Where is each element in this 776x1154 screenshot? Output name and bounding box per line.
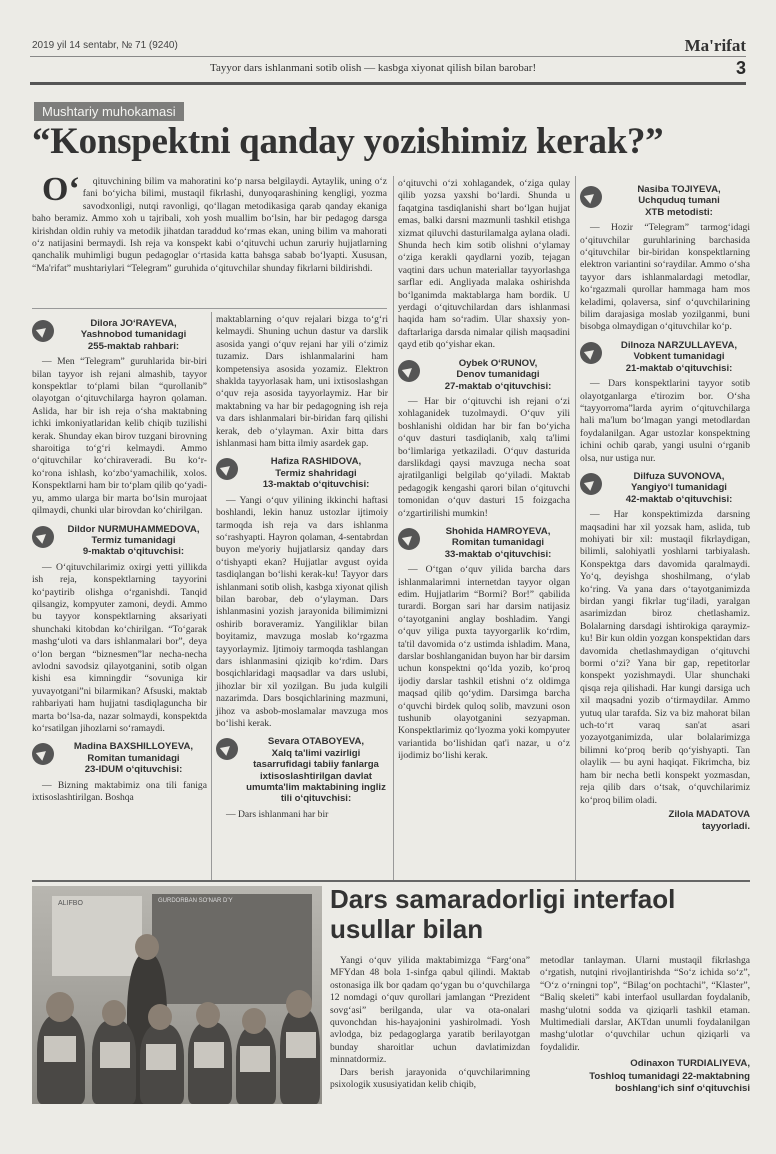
byline-rashidova [216,456,388,490]
poster-label: ALIFBO [58,900,83,907]
photo-wall-poster [52,896,142,976]
gift-book [194,1042,224,1068]
lead-paragraph: O‘qituvchining bilim va mahoratini ko‘p narsa belgilaydi. Aytaylik, uning o‘z fani bo‘yicha bilimi, mustaqil fikrlashi, dunyoqarashining kengligi, yozma savodxonligi, nutqi ravonligi, qo‘llagan metodikasiga qarab qanday ekaniga baho beramiz. Ammo xoh u tajribali, xoh yosh muallim bo‘lsin, har bir pedagog darsga kirishdan oldin ruhiy va metodik jihatdan taraddud ko‘rmas ekan, uning bilim va mahorati o‘z natijasini bermaydi. Ish reja va konspekt kabi o‘qituvchi uchun zaruriy hujjatlarning qanchalik muhimligi bugun pedagoglar o‘rtasida katta bahsga sabab bo‘lyapti. Xususan, “Ma'rifat” mushtariylari “Telegram” guruhida o‘qituvchilar shunday fikrlarni bildirishdi. [32,171,387,274]
child-head [286,990,312,1018]
comment-text: — Har konspektimizda darsning maqsadini har xil yozsak ham, aslida, tub mohiyati bir xil: mustaqil fikrlaydigan, bilimli, salohiyatli yoshlarni tarbiyalash. Konspektga dars davomida qaralmaydi. Yo‘q, deyishga shoshilmang, o‘ylab ko‘ring. Va yana dars o‘tayotganimizda birdan yangi fikrlar tug‘iladi, yaralgan asarimizdan biroz chetlashamiz. Bolalarning darsdagi ishtirokiga qaraymiz-ku! Bir kun oldin yozgan konspektidan dars davomida chetlashmaydigan o‘qituvchi bormi o‘zi? Yana bir gap, repetitorlar konspekt yozishmaydi. Ular shunchaki qisqa reja qilishadi. Har kungi darsiga uch xil maqsadni yozib o‘tirmaydilar. Ammo yutuq ular tarafda. Siz va biz mahorat bilan uch-to‘rt varaq san'at asari yozayotganimizda, ular bolalarimizga bilimni ko‘proq berib qo‘yishyapti. Tan olaylik — bu ayni haqiqat. Fikrimcha, biz ham bir necha betli konspekt yozmasdan, reja qilib dars o‘tsak, o‘quvchilarimiz ko‘proq bilim oladi. [580,509,750,806]
article2-paragraph: Dars berish jarayonida o‘quvchilarimning psixologik xususiyatidan kelib chiqib, [330,1066,530,1091]
byline-name: Dilora JO‘RAYEVA, [90,318,177,329]
lead-divider [32,308,387,309]
child-head [102,1000,126,1026]
gift-book [100,1042,130,1068]
arrow-bullet-icon [580,186,602,208]
byline-position: 23-IDUM o‘qituvchisi: [84,764,183,776]
arrow-bullet-icon [32,743,54,765]
byline-hamroyeva [398,526,570,560]
comment-text: — O‘qituvchilarimiz oxirgi yetti yillikda ish reja, konspektlarning tayyorini ko‘paytirib olishga o‘rganishdi. Tanqid qilsangiz, kompyuter zamoni, deydi. Ammo bu tayyor konspektlarning aksariyati shunchaki kitobdan ko‘chirilgan. “To‘garak mashg‘uloti va dars ishlanmalari bor”, deya o‘lon bergan “biznesmen”lar necha-necha avlodni savodsiz qilayotganini, sotib olgan kishi esa kimningdir “sovuniga kir yuvayotgani”ni bilarmikan? Afsuski, maktab rahbariyati ham hujjatni tasdiqlaguncha bir marta bo‘lsa-da, nazar solmaydi, konspektda ko‘rsatilgan jihozlarni so‘ramaydi. [32,561,207,734]
arrow-bullet-icon [398,528,420,550]
newspaper-logo: Ma'rifat [684,36,746,55]
byline-district: Romitan tumanidagi [87,752,180,764]
article2-paragraph: metodlar tanlayman. Ularni mustaqil fikrlashga o‘rgatish, nutqini rivojlantirishda “So‘z ichida so‘z”, “O‘z o‘rningni top”, “Bilag‘on pochtachi”, “Klaster”, “Baliq skeleti” kabi interfaol usullardan foydalanib, mashg‘ulotni sodda va qiziqarli tashkil etaman. Multimediali darslar, AKTdan unumli foydalanilgan mashg‘ulotlar o‘quvchilar uchun qiziqarli va foydalidir. [540,955,750,1053]
byline-name: Hafiza RASHIDOVA, [270,456,362,468]
arrow-bullet-icon [398,360,420,382]
byline-district: Uchquduq tumani [638,195,720,207]
comment-text: — Bizning maktabimiz ona tili faniga ixtisoslashtirilgan. Boshqa [32,779,207,804]
byline-name: Sevara OTABOYEVA, [267,736,365,748]
arrow-bullet-icon [580,342,602,364]
comment-text: — Hozir “Telegram” tarmog‘idagi o‘qituvchilar guruhlarining barchasida o‘qituvchilar bir-biridan konspektlarning elektron variantini so‘raydilar. Ammo o‘sha tayyor dars ishlanmalardagi metodlar, ko‘rgazmali qurollar hammaga ham mos keladimi, qolaversa, sinf o‘quvchilarining bilim darajasiga moslab yozilganmi, buni bisobga olmaydigan o‘qituvchilar ko‘p. [580,222,750,333]
column-divider [211,312,212,880]
compiler-signature [580,809,750,834]
byline-name: Oybek O‘RUNOV, [458,357,538,369]
article2-paragraph: Yangi o‘quv yilida maktabimizga “Farg‘ona” MFYdan 48 bola 1-sinfga qabul qilindi. Maktab ostonasiga ilk bor qadam qo‘ygan bu o‘quvchilarga 12 nomdagi o‘quv qurollari jamlangan “Prezident sovg‘asi” berilganda, ular va ota-onalari quvonchdan his-hayajonini yashirolmadi. Yosh avlodga, biz pedagoglarga yaratib berilayotgan bunday sharoitlar uchun davlatimizdan minnatdormiz. [330,955,530,1066]
column-1 [32,312,207,804]
child-head [46,992,74,1022]
section-rubric: Mushtariy muhokamasi [34,102,184,121]
compiler-name: Zilola MADATOVA [668,808,750,820]
header-thick-rule [30,82,746,85]
column-divider [393,176,394,880]
gift-book [286,1032,316,1058]
byline-baxshilloyeva [32,741,207,775]
teacher-head [135,934,159,960]
byline-district: Vobkent tumanidagi [633,351,725,363]
column-4 [580,178,750,834]
header-thin-rule [30,56,746,57]
byline-position: 27-maktab o‘qituvchisi: [444,380,552,392]
page-tagline: Tayyor dars ishlanmani sotib olish — kasbga xiyonat qilish bilan barobar! [210,62,537,74]
comment-text: — O‘tgan o‘quv yilida barcha dars ishlanmalarimni internetdan tayyor olgan edim. Hujjatlarim “Bormi? Bor!” qabilida turardi. Borgan sari har darsim natijasiz o‘tayotganini anglay boshladim. Yangi o‘quv yiliga puxta tayyorgarlik ko‘rdim, ta'til davomida o‘z ustimda ishladim. Mana, darslar boshlanganidan buyon har bir darsim uchun konspektni qo‘lda yozib, ko‘proq ijodiy darslar tashkil etishni o‘z oldimga maqsad qilib qo‘ydim. Darsimga barcha o‘quvchi birdek quloq solib, mavzuni oson tushunib olayotganini sezyapman. Konspektlarimiz qo‘lyozma yoki kompyuter variantida bo‘lishidan qat'i nazar, u o‘z ijodimiz bo‘lishi kerak. [398,564,570,762]
byline-name: Shohida HAMROYEVA, [445,525,551,537]
byline-name: Dildor NURMUHAMMEDOVA, Termiz tumanidagi [67,523,200,546]
gift-book [240,1046,270,1072]
byline-district: Xalq ta'limi vazirligi tasarrufidagi tabiiy fanlarga ixtisoslashtirilgan davlat umumta'lim maktabining ingliz tili o‘qituvchisi: [246,747,386,805]
arrow-bullet-icon [32,526,54,548]
comment-text: maktablarning o‘quv rejalari bizga to‘g‘ri kelmaydi. Shuning uchun dastur va darslik asosida yangi o‘quv rejani har yili o‘zimiz tuzamiz. Dars ishlanmalarini ham kompetensiya asosida yozamiz. Elektron shaklda tayyorlasak ham, uni ixtisoslashgan o‘quv reja asosida tayyorlaymiz. Har bir maktabning va har bir pedagogning ish reja va dars ishlanmalari bir-biridan farq qilishi kerak, deb o‘ylayman. Axir bitta dars ishlanmasi ham bitta ilmiy asardek gap. [216,314,388,450]
article2-signature [540,1058,750,1095]
column-2 [216,314,388,821]
classroom-photo [32,886,322,1104]
byline-position: 21-maktab o‘qituvchisi: [625,362,733,374]
column-divider [575,176,576,880]
byline-joraeva [32,318,207,352]
main-headline: “Konspektni qanday yozishimiz kerak?” [32,121,664,162]
byline-orunov [398,358,570,392]
byline-otaboyeva [216,736,388,804]
photo-chalkboard [152,894,312,1004]
byline-district: Romitan tumanidagi [451,537,545,549]
byline-name: Dilfuza SUVONOVA, [633,470,725,482]
compiler-role: tayyorladi. [702,821,750,833]
byline-district: Denov tumanidagi [456,369,540,381]
byline-name: Madina BAXSHILLOYEVA, [73,741,194,753]
comment-text: — Men “Telegram” guruhlarida bir-biri bilan tayyor ish rejani almashib, tayyor konspektlar to‘plami bilan “qurollanib” olayotgan o‘qituvchilarga hayron qolaman. Aslida, har bir ish reja o‘sha maktabning ichki imkoniyatlaridan kelib chiqib tuzilishi kerak. Shunday ekan birov tuzgani birovning sharoitiga to‘g‘ri kelmaydi. Ammo o‘qituvchilar ko‘chiraveradi. Bu ko‘r-ko‘rona ishlash, ko‘zbo‘yamachilik, xolos. Konspektlarni ham bir to‘plam qilib qo‘yadi-yu, ammo ularga bir marta bo‘lsin murojaat qilmaydi, chunki ular birovdan ko‘chirilgan. [32,356,207,517]
comment-text: — Har bir o‘qituvchi ish rejani o‘zi xohlaganidek tuzolmaydi. O‘quv yili boshlanishi oldidan har bir fan bo‘yicha o‘quv dasturi tasdiqlanib, xalq ta'limi bo‘limlariga yetkaziladi. O‘quv dasturida darslikdagi qaysi mavzuga necha soat ajratilganligi belgilab qo‘yiladi. Maktab pedagogik kengashi qarori bilan o‘qituvchi tomonidan o‘quv dasturi 15 foizgacha o‘zgartirilishi mumkin! [398,395,570,519]
arrow-bullet-icon [216,458,238,480]
byline-district: Yashnobod tumanidagi [80,329,187,341]
byline-name: Nasiba TOJIYEVA, [637,184,721,195]
comment-text: — Yangi o‘quv yilining ikkinchi haftasi boshlandi, lekin hanuz ustozlar ijtimoiy tarmoqda ish reja va dars ishlanma so‘rashyapti. Hayron qolaman, 4-sentabrdan buyon me'yoriy hujjatlarsiz qanday dars o‘tishyapti ekan? Hujjatlar avgust oyida tasdiqlangan bo‘lishi kerak-ku! Tayyor dars ishlanmani sotib olish, kasbga xiyonat qilish bilan barobar, deb o‘ylayman. Dars ishlanmasini yozish jarayonida bilimimizni oshirib boraveramiz. Yangiliklar bilan boyitamiz, mavzuga moslab ko‘rgazma tayyorlaymiz. Ijtimoiy tarmoqda tashlangan dars ishlanmasini qiziqib ko‘rdim. Dars bosqichlaridagi maqsadlar va dars uslubi, jihozlar bir xil yozilgan. Bu juda kulgili nazarimda. Dars bosqichlarining mazmuni, jihoz va asbob-moslamalar mavzuga mos bo‘lishi kerak. [216,494,388,729]
gift-book [146,1044,176,1070]
author-role: Toshloq tumanidagi 22-maktabning boshlang‘ich sinf o‘qituvchisi [589,1070,750,1095]
byline-position: 9-maktab o‘qituvchisi: [82,546,185,558]
author-name: Odinaxon TURDIALIYEVA, [630,1058,750,1070]
byline-position: 33-maktab o‘qituvchisi: [444,548,552,560]
page-number: 3 [735,58,746,78]
article2-column-1 [330,955,530,1091]
section-divider [32,880,750,882]
child-head [242,1008,266,1034]
byline-position: 255-maktab rahbari: [87,340,180,352]
second-article-headline: Dars samaradorligi interfaol usullar bilan [330,884,676,944]
byline-narzullayeva [580,340,750,374]
board-label: GURDORBAN SO‘NAR D’Y [158,898,233,904]
article2-column-2 [540,955,750,1095]
comment-text: — Dars konspektlarini tayyor sotib olayotganlarga e'tirozim bor. O‘sha “tayyorroma”larda ayrim o‘qituvchilarga hali ma'lum bo‘lmagan yangi metodlardan foydalanilgan. Agar ustozlar konspektning ichini ochib qarab, yangi usulni o‘rganib olsa, nur ustiga nur. [580,378,750,464]
arrow-bullet-icon [216,738,238,760]
child-head [196,1002,220,1028]
issue-date: 2019 yil 14 sentabr, № 71 (9240) [32,40,178,51]
byline-nurmuhammedova [32,524,207,558]
comment-text: o‘qituvchi o‘zi xohlagandek, o‘ziga qulay qilib yozsa yaxshi bo‘lardi. Shunda u faqatgina tasdiqlanishi shart bo‘lgan hujjat emas, balki darsni mazmunli tashkil etishga xizmat qiluvchi dasturilamalga aylana oladi. Shunda hech kim sotib olishni o‘ylamay o‘ziga kerakli qaydlarni yozib, tejagan vaqtini dars uchun materiallar tayyorlashga sarflar edi. Angliyada malaka oshirishda bo‘lganimda maktablarga ham bordik. U yerdagi o‘qituvchilardan dars ishlanmasi haqida ham so‘radim. Ular shaxsiy yon-daftarlariga darsda nimalar qilish maqsadini qayd etib qo‘yishar ekan. [398,178,570,351]
byline-tojiyeva [580,184,750,218]
byline-name: Dilnoza NARZULLAYEVA, [620,339,738,351]
byline-position: XTB metodisti: [645,206,713,218]
byline-district: Yangiyo‘l tumanidagi [631,482,727,494]
comment-text: — Dars ishlanmani har bir [226,808,329,820]
lead-paragraph-block [32,171,387,275]
byline-district: Termiz shahridagi [275,467,357,479]
column-3 [398,178,570,763]
byline-position: 42-maktab o‘qituvchisi: [625,493,733,505]
child-head [148,1004,172,1030]
arrow-bullet-icon [580,473,602,495]
gift-book [44,1036,76,1062]
byline-position: 13-maktab o‘qituvchisi: [262,479,370,491]
byline-suvonova [580,471,750,505]
arrow-bullet-icon [32,320,54,342]
